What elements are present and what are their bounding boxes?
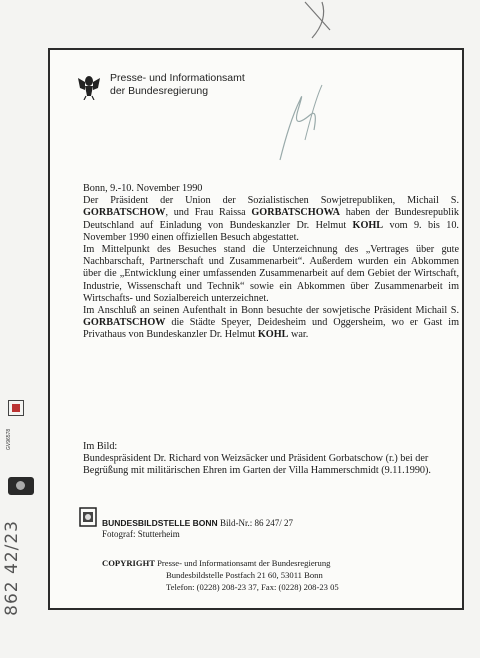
archive-sticker [6, 398, 34, 450]
copyright-line1: Presse- und Informationsamt der Bundesregierung [157, 558, 331, 568]
p3-text-b: die Städte Speyer, Deidesheim und Oggersheim, wo er Gast im Privathaus von Bundeskanzler Dr. Helmut [83, 317, 459, 341]
federal-eagle-icon [76, 72, 102, 100]
p1-text-c: haben der Bundesrepublik Deutschland auf Einladung von Bundeskanzler Dr. Helmut [83, 207, 459, 231]
caption-text: Bundespräsident Dr. Richard von Weizsäcker und Präsident Gorbatschow (r.) bei der Begrüßung mit militärischen Ehren im Garten der Villa Hammerschmidt (9.11.1990). [83, 453, 431, 477]
p3-text-c: war. [288, 329, 309, 341]
archive-logo-icon [8, 400, 24, 416]
copyright-block [102, 557, 339, 593]
bundesbildstelle-logo-icon [78, 506, 98, 528]
org-name-line1: Presse- und Informationsamt [110, 72, 245, 84]
photo-caption [83, 441, 459, 478]
p1-name-kohl: KOHL [352, 219, 384, 231]
p3-text-a: Im Anschluß an seinen Aufenthalt in Bonn besuchte der sowjetische Präsident Michail S. [83, 305, 459, 317]
archive-code: GV96578 [6, 428, 12, 450]
handwritten-number: 862 42/23 [2, 520, 22, 616]
p3-name-gorbatschow: GORBATSCHOW [83, 317, 166, 329]
p1-name-gorbatschow: GORBATSCHOW [83, 207, 166, 219]
dateline: Bonn, 9.-10. November 1990 [83, 183, 203, 194]
paragraph-1 [83, 195, 459, 244]
camera-stamp-icon [8, 477, 34, 495]
paragraph-3 [83, 305, 459, 342]
handwritten-signature [270, 80, 330, 170]
copyright-line2: Bundesbildstelle Postfach 21 60, 53011 Bonn [166, 570, 323, 580]
credit-number: Bild-Nr.: 86 247/ 27 [219, 518, 293, 528]
caption-heading: Im Bild: [83, 441, 118, 452]
credit-photographer: Fotograf: Stutterheim [102, 529, 180, 539]
org-name-line2: der Bundesregierung [110, 85, 209, 97]
p1-text-b: , und Frau Raissa [165, 207, 252, 219]
p1-text-d: vom 9. bis 10. November 1990 einen offiziellen Besuch abgestattet. [83, 219, 459, 243]
photo-credit [78, 506, 293, 540]
copyright-line3: Telefon: (0228) 208-23 37, Fax: (0228) 208-23 05 [166, 582, 339, 592]
letterhead [76, 72, 245, 100]
copyright-label: COPYRIGHT [102, 558, 155, 568]
press-text [83, 183, 459, 342]
p1-text-a: Der Präsident der Union der Sozialistischen Sowjetrepubliken, Michail S. [83, 195, 459, 207]
document-sheet [48, 48, 464, 610]
credit-agency: BUNDESBILDSTELLE BONN [102, 518, 218, 528]
p1-name-gorbatschowa: GORBATSCHOWA [251, 207, 341, 219]
paragraph-2: Im Mittelpunkt des Besuches stand die Unterzeichnung des „Vertrages über gute Nachbarschaft, Partnerschaft und Zusammenarbeit“. Außerdem wurden ein Abkommen über die „Entwicklung einer umfassenden Zusammenarbeit auf dem Gebiet der Wirtschaft, Industrie, Wissenschaft und Technik“ sowie ein Abkommen über Zusammenarbeit im Wirtschafts- und Sozialbereich unterzeichnet. [83, 244, 459, 304]
p3-name-kohl: KOHL [257, 329, 289, 341]
handwriting-mark-top [300, 0, 340, 40]
